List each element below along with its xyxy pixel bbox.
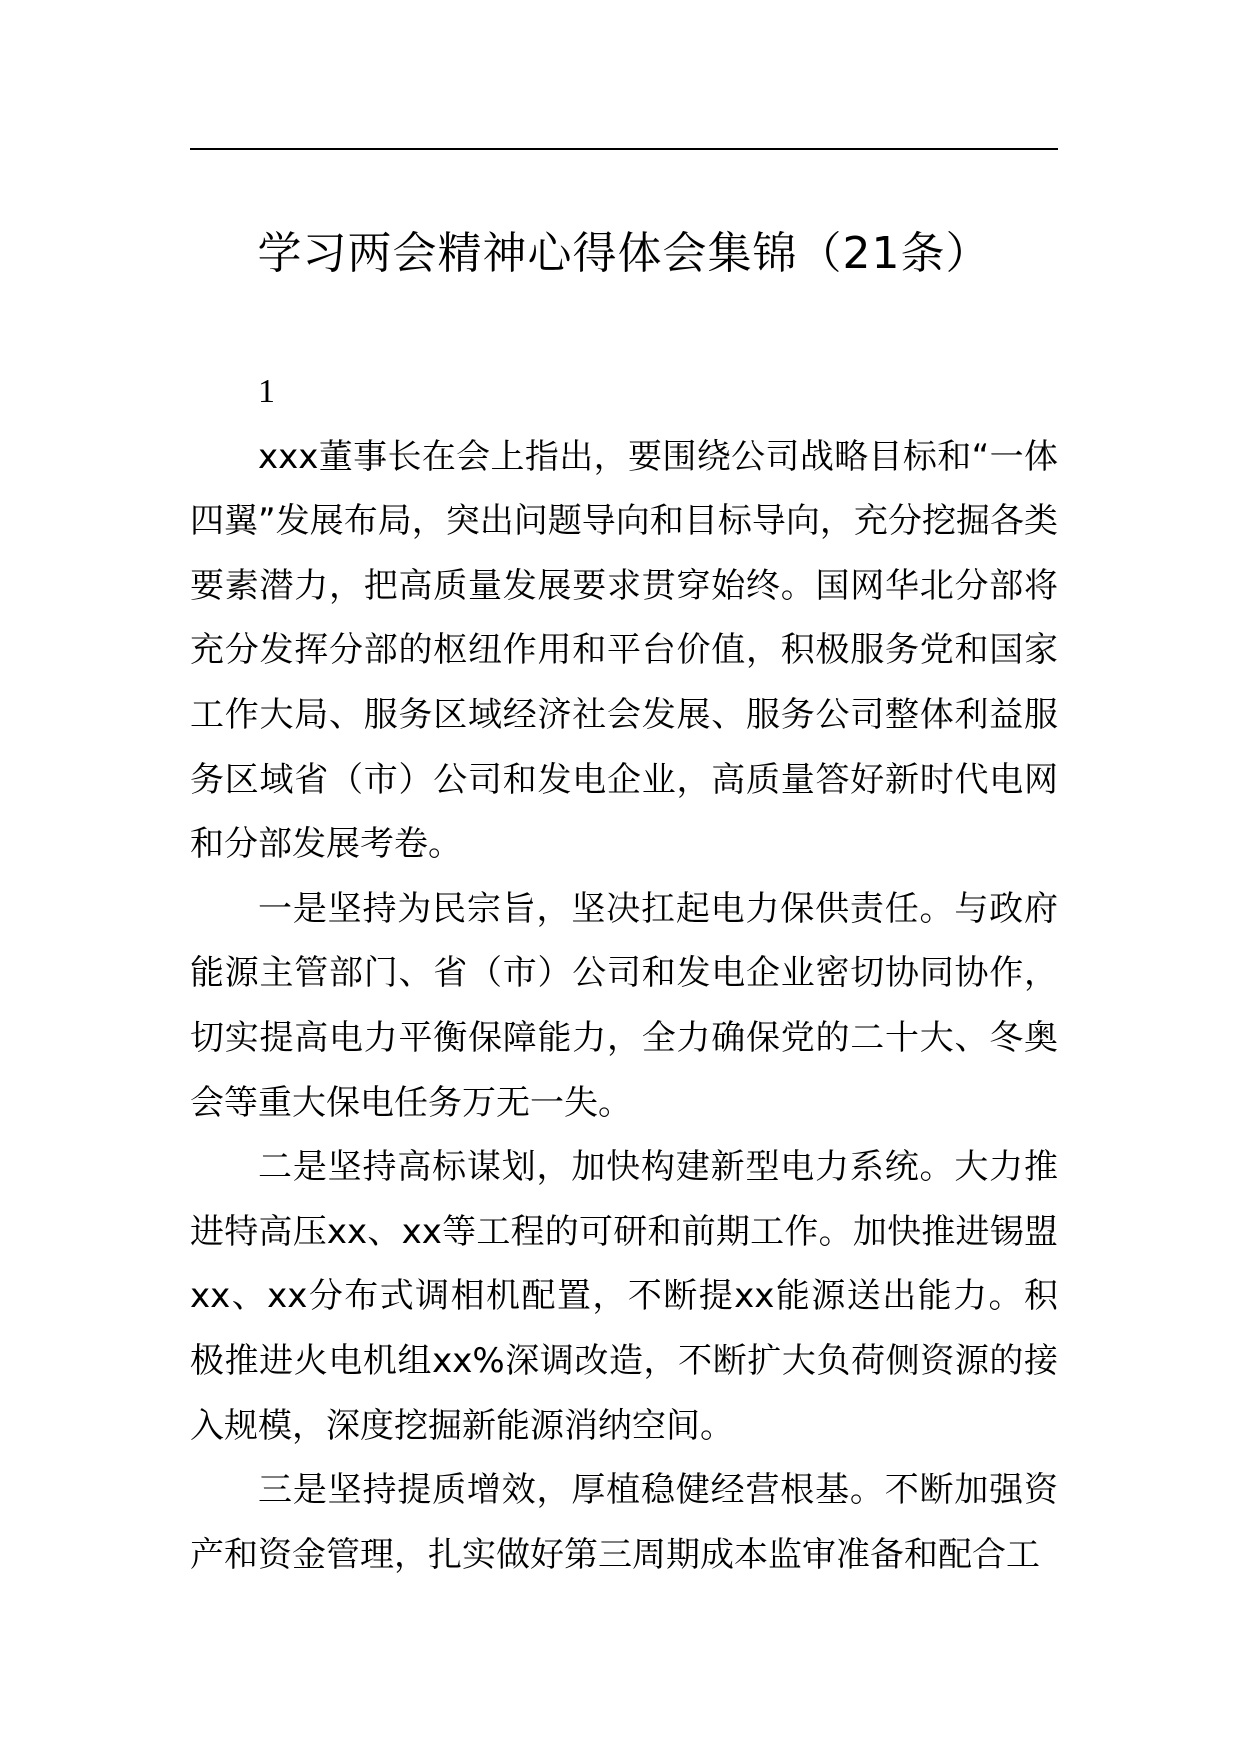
document-title: 学习两会精神心得体会集锦（21条） [257, 228, 991, 279]
document-body [190, 360, 1058, 1587]
item-number: 1 [258, 373, 275, 410]
body-paragraph: xxx董事长在会上指出，要围绕公司战略目标和“一体四翼”发展布局，突出问题导向和目标导向，充分挖掘各类要素潜力，把高质量发展要求贯穿始终。国网华北分部将充分发挥分部的枢纽作用和平台价值，积极服务党和国家工作大局、服务区域经济社会发展、服务公司整体利益服务区域省（市）公司和发电企业，高质量答好新时代电网和分部发展考卷。 [190, 436, 1058, 865]
header-rule [190, 148, 1058, 150]
body-paragraph: 一是坚持为民宗旨，坚决扛起电力保供责任。与政府能源主管部门、省（市）公司和发电企业密切协同协作，切实提高电力平衡保障能力，全力确保党的二十大、冬奥会等重大保电任务万无一失。 [190, 888, 1058, 1123]
body-paragraph: 三是坚持提质增效，厚植稳健经营根基。不断加强资产和资金管理，扎实做好第三周期成本监审准备和配合工 [190, 1470, 1058, 1575]
body-paragraph: 二是坚持高标谋划，加快构建新型电力系统。大力推进特高压xx、xx等工程的可研和前期工作。加快推进锡盟xx、xx分布式调相机配置，不断提xx能源送出能力。积极推进火电机组xx%深调改造，不断扩大负荷侧资源的接入规模，深度挖掘新能源消纳空间。 [190, 1147, 1058, 1446]
